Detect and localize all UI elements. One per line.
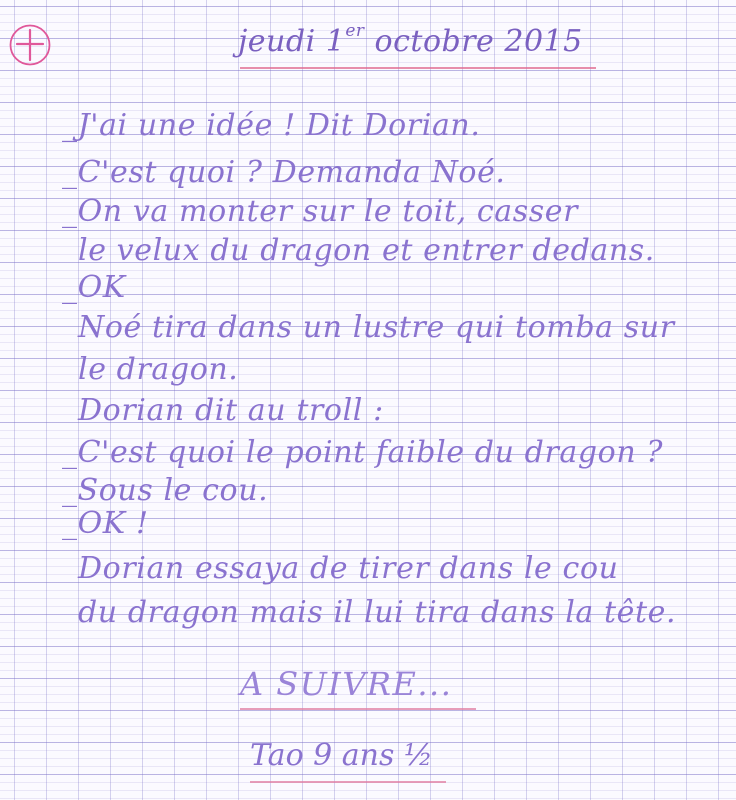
story-line: le velux du dragon et entrer dedans. (78, 233, 655, 268)
margin-plus-stamp-icon (8, 23, 52, 67)
story-line: _J'ai une idée ! Dit Dorian. (62, 108, 481, 143)
story-line: _OK (62, 270, 126, 305)
story-line: _C'est quoi le point faible du dragon ? (62, 435, 664, 470)
to-be-continued-underline (240, 708, 476, 710)
author-signature: Tao 9 ans ½ (250, 738, 434, 773)
story-line: du dragon mais il lui tira dans la tête. (78, 595, 677, 630)
date-ordinal: er (345, 21, 365, 41)
date-rest: octobre 2015 (364, 24, 583, 59)
story-line: Noé tira dans un lustre qui tomba sur (78, 310, 675, 345)
story-line: _Sous le cou. (62, 473, 269, 508)
story-line: _OK ! (62, 506, 149, 541)
signature-underline (250, 781, 446, 783)
story-line: _On va monter sur le toit, casser (62, 194, 579, 229)
date-day: jeudi 1 (238, 24, 346, 59)
story-line: _C'est quoi ? Demanda Noé. (62, 155, 506, 190)
story-line: Dorian essaya de tirer dans le cou (78, 551, 619, 586)
date-underline (240, 67, 596, 69)
story-line: le dragon. (78, 352, 239, 387)
page-date (238, 21, 583, 59)
to-be-continued: A SUIVRE... (240, 665, 453, 703)
story-line: Dorian dit au troll : (78, 393, 384, 428)
